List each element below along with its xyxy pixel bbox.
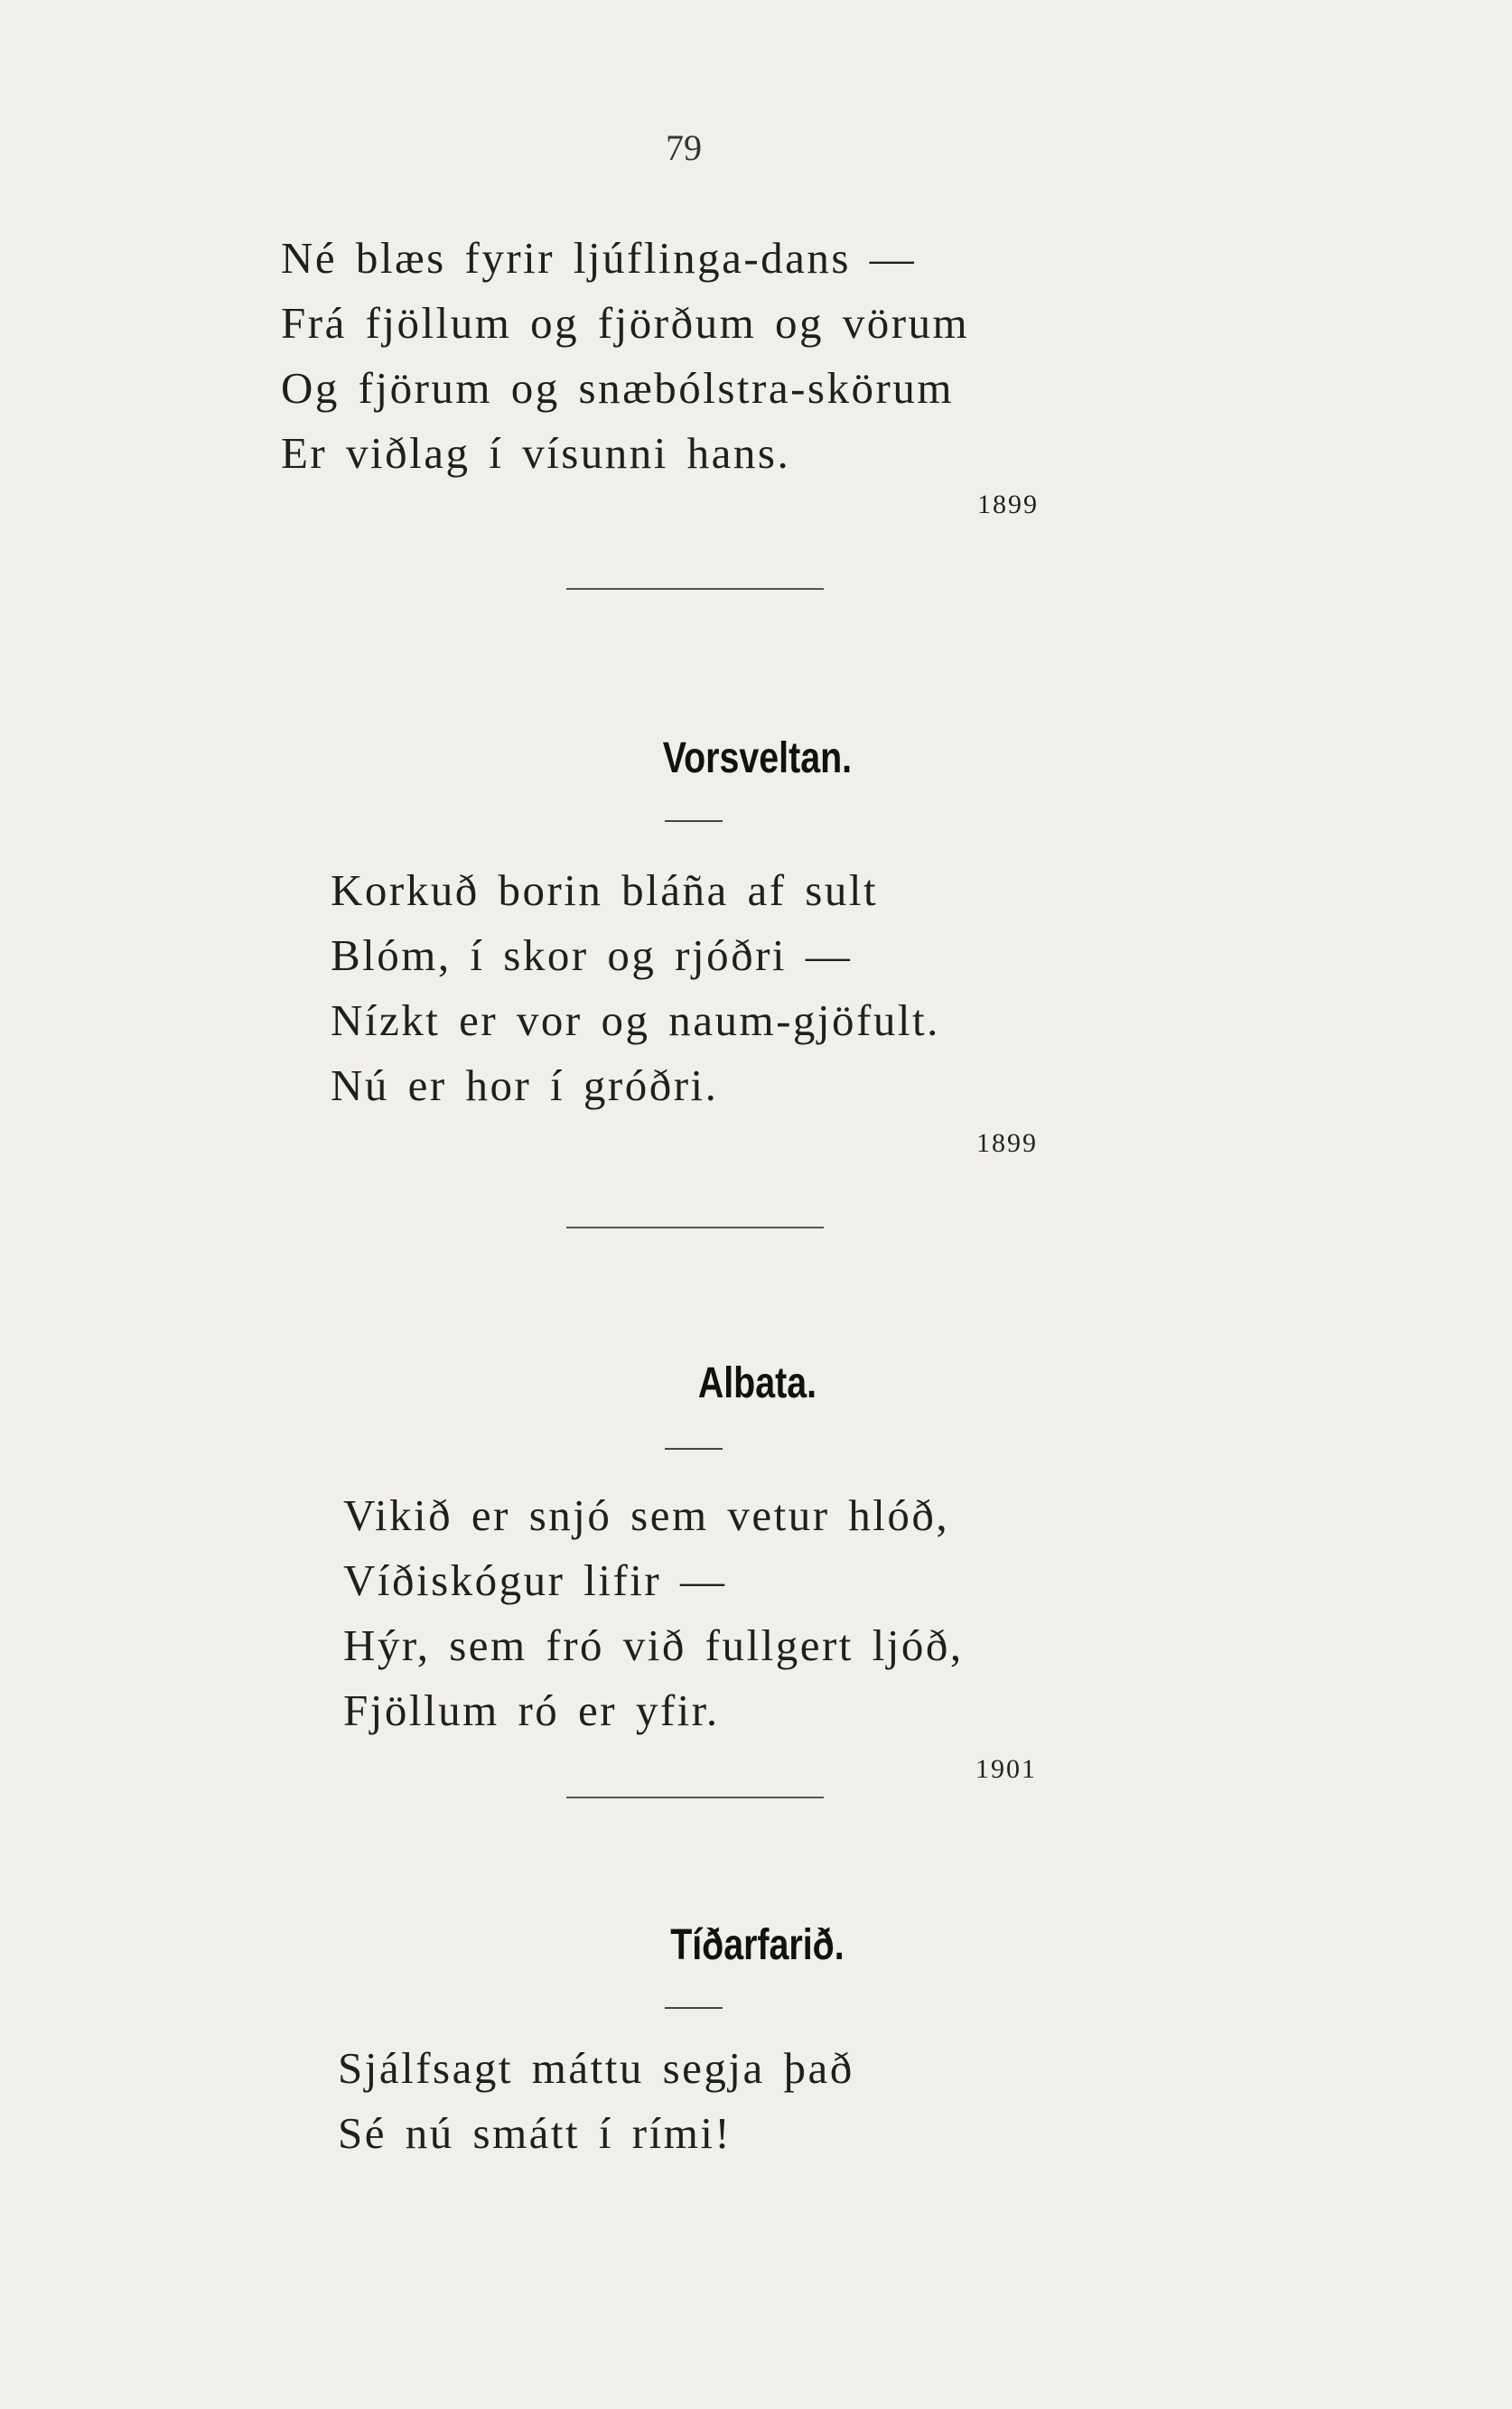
verse-line: Nú er hor í gróðri.	[331, 1060, 719, 1110]
poem-title: Vorsveltan.	[662, 734, 853, 782]
verse-line: Sé nú smátt í rími!	[338, 2108, 733, 2158]
verse-line: Sjálfsagt máttu segja það	[338, 2043, 854, 2093]
poem-stanza	[331, 858, 940, 1118]
poem-year: 1899	[976, 1128, 1038, 1158]
verse-line: Vikið er snjó sem vetur hlóð,	[343, 1490, 950, 1540]
verse-line: Hýr, sem fró við fullgert ljóð,	[343, 1620, 964, 1670]
poem-title: Albata.	[697, 1359, 817, 1407]
fragment-stanza	[281, 226, 969, 486]
verse-line: Frá fjöllum og fjörðum og vörum	[281, 298, 970, 348]
title-rule	[665, 820, 723, 822]
section-divider	[566, 1227, 824, 1228]
title-rule	[665, 1448, 723, 1450]
poem-stanza	[343, 1483, 964, 1743]
fragment-year: 1899	[977, 490, 1039, 519]
poem-year: 1901	[975, 1754, 1037, 1784]
poem-stanza	[338, 2036, 854, 2166]
section-divider	[566, 588, 824, 590]
verse-line: Er viðlag í vísunni hans.	[281, 428, 791, 478]
verse-line: Nízkt er vor og naum-gjöfult.	[331, 995, 940, 1045]
section-divider	[566, 1797, 824, 1798]
verse-line: Blóm, í skor og rjóðri —	[331, 930, 853, 980]
page-number: 79	[666, 127, 702, 168]
verse-line: Og fjörum og snæbólstra-skörum	[281, 363, 954, 413]
verse-line: Né blæs fyrir ljúflinga-dans —	[281, 233, 917, 283]
verse-line: Fjöllum ró er yfir.	[343, 1685, 720, 1735]
verse-line: Korkuð borin bláña af sult	[331, 865, 879, 915]
verse-line: Víðiskógur lifir —	[343, 1555, 727, 1605]
poem-title: Tíðarfarið.	[670, 1921, 845, 1969]
title-rule	[665, 2007, 723, 2009]
